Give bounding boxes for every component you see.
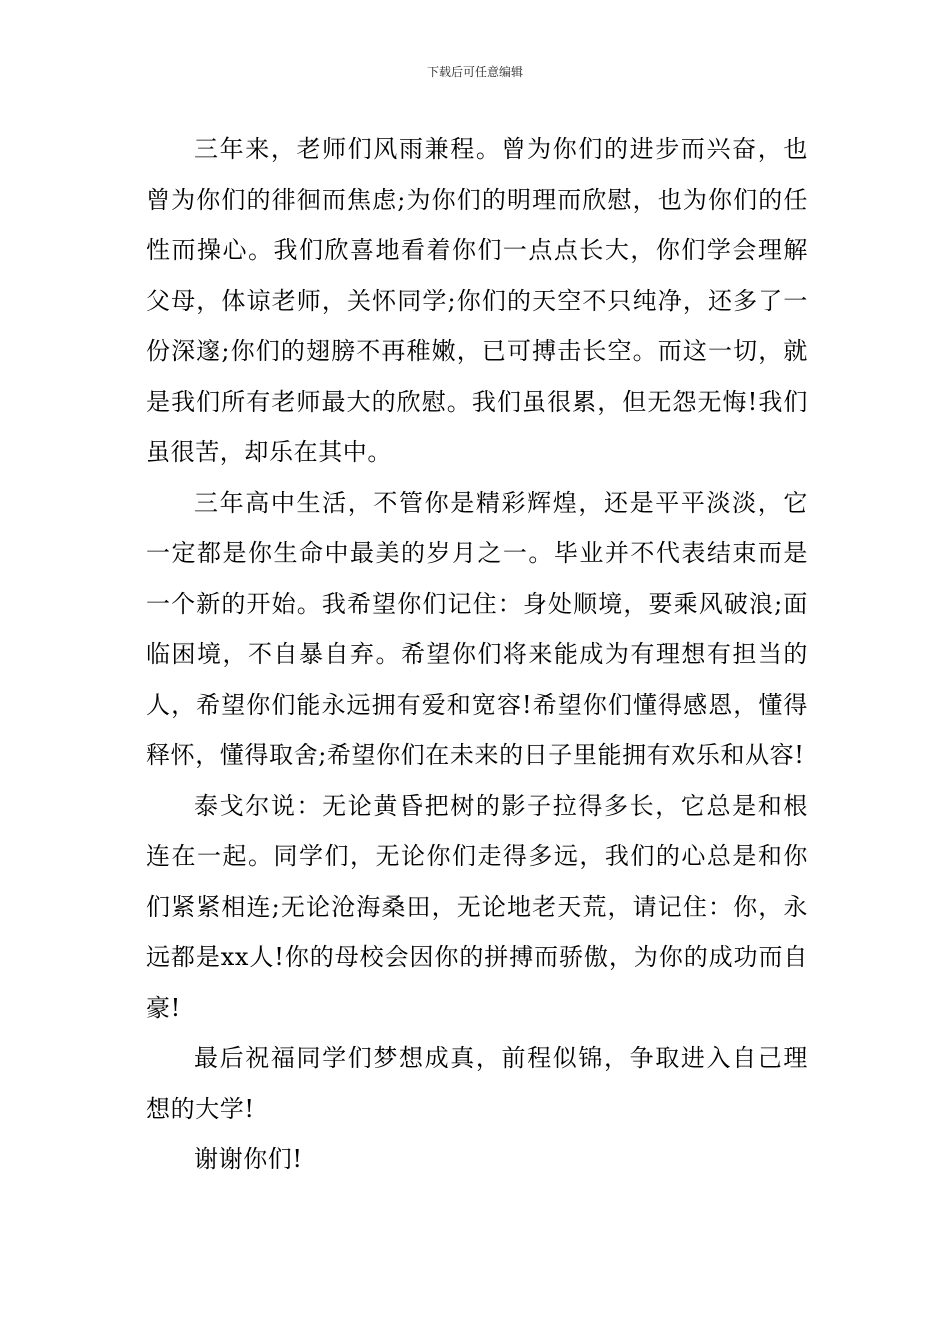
paragraph-2: 三年高中生活，不管你是精彩辉煌，还是平平淡淡，它一定都是你生命中最美的岁月之一。毕业并不代表结束而是一个新的开始。我希望你们记住：身处顺境，要乘风破浪;面临困境，不自暴自弃。希望你们将来能成为有理想有担当的人，希望你们能永远拥有爱和宽容!希望你们懂得感恩，懂得释怀，懂得取舍;希望你们在未来的日子里能拥有欢乐和从容! xyxy=(146,488,808,769)
page-header: 下载后可任意编辑 xyxy=(426,65,523,79)
document-body xyxy=(146,124,808,1185)
paragraph-1: 三年来，老师们风雨兼程。曾为你们的进步而兴奋，也曾为你们的徘徊而焦虑;为你们的明理而欣慰，也为你们的任性而操心。我们欣喜地看着你们一点点长大，你们学会理解父母，体谅老师，关怀同学;你们的天空不只纯净，还多了一份深邃;你们的翅膀不再稚嫩，已可搏击长空。而这一切，就是我们所有老师最大的欣慰。我们虽很累，但无怨无悔!我们虽很苦，却乐在其中。 xyxy=(146,135,808,466)
paragraph-3: 泰戈尔说：无论黄昏把树的影子拉得多长，它总是和根连在一起。同学们，无论你们走得多远，我们的心总是和你们紧紧相连;无论沧海桑田，无论地老天荒，请记住：你，永远都是xx人!你的母校会因你的拼搏而骄傲，为你的成功而自豪! xyxy=(146,791,808,1022)
paragraph-4: 最后祝福同学们梦想成真，前程似锦，争取进入自己理想的大学! xyxy=(146,1044,808,1123)
paragraph-5: 谢谢你们! xyxy=(194,1145,303,1173)
